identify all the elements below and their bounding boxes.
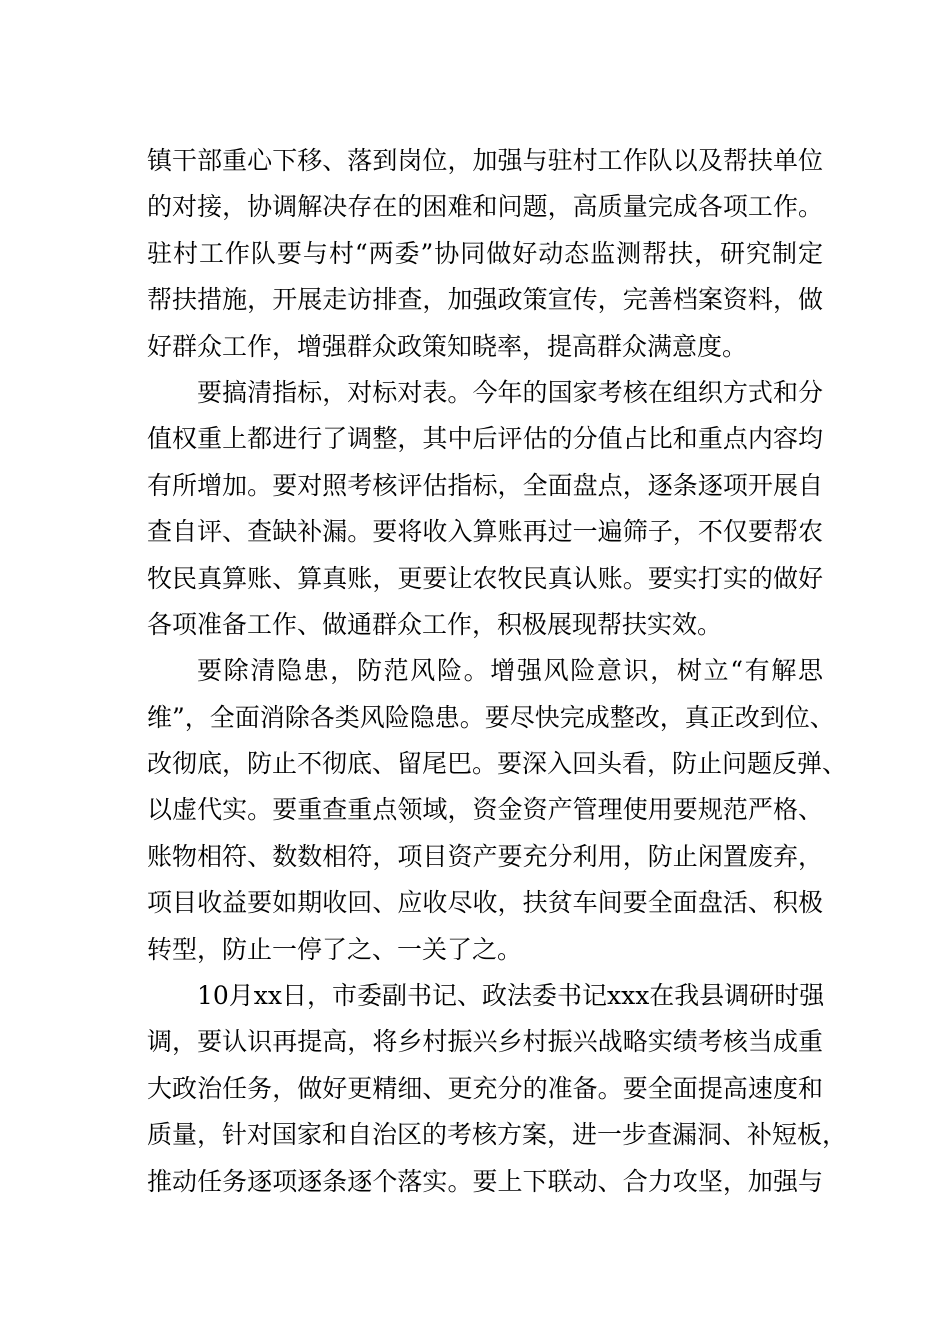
text-line: 质量，针对国家和自治区的考核方案，进一步查漏洞、补短板， [147,1120,848,1150]
text-line: 大政治任务，做好更精细、更充分的准备。要全面提高速度和 [147,1073,823,1103]
text-line: 好群众工作，增强群众政策知晓率，提高群众满意度。 [147,331,748,361]
paragraph-first-line: 要除清隐患，防范风险。增强风险意识，树立“有解思 [197,656,823,686]
document-body [147,138,848,1205]
text-line: 维”，全面消除各类风险隐患。要尽快完成整改，真正改到位、 [147,702,835,732]
text-line: 推动任务逐项逐条逐个落实。要上下联动、合力攻坚，加强与 [147,1166,823,1196]
text-line: 以虚代实。要重查重点领域，资金资产管理使用要规范严格、 [147,795,823,825]
text-line: 查自评、查缺补漏。要将收入算账再过一遍筛子，不仅要帮农 [147,517,823,547]
text-line: 改彻底，防止不彻底、留尾巴。要深入回头看，防止问题反弹、 [147,749,848,779]
text-line: 值权重上都进行了调整，其中后评估的分值占比和重点内容均 [147,424,823,454]
text-line: 的对接，协调解决存在的困难和问题，高质量完成各项工作。 [147,192,823,222]
text-line: 账物相符、数数相符，项目资产要充分利用，防止闲置废弃， [147,841,823,871]
text-line: 镇干部重心下移、落到岗位，加强与驻村工作队以及帮扶单位 [147,146,823,175]
text-line: 项目收益要如期收回、应收尽收，扶贫车间要全面盘活、积极 [147,888,823,918]
paragraph-first-line: 要搞清指标，对标对表。今年的国家考核在组织方式和分 [197,377,823,407]
text-line: 有所增加。要对照考核评估指标，全面盘点，逐条逐项开展自 [147,470,823,500]
paragraph-first-line: 10月xx日，市委副书记、政法委书记xxx在我县调研时强 [197,981,825,1011]
text-line: 帮扶措施，开展走访排查，加强政策宣传，完善档案资料，做 [147,285,823,315]
text-line: 牧民真算账、算真账，更要让农牧民真认账。要实打实的做好 [147,563,823,593]
text-line: 驻村工作队要与村“两委”协同做好动态监测帮扶，研究制定 [147,238,823,268]
text-line: 各项准备工作、做通群众工作，积极展现帮扶实效。 [147,609,723,639]
text-line: 调，要认识再提高，将乡村振兴乡村振兴战略实绩考核当成重 [147,1027,823,1057]
text-line: 转型，防止一停了之、一关了之。 [147,934,523,964]
